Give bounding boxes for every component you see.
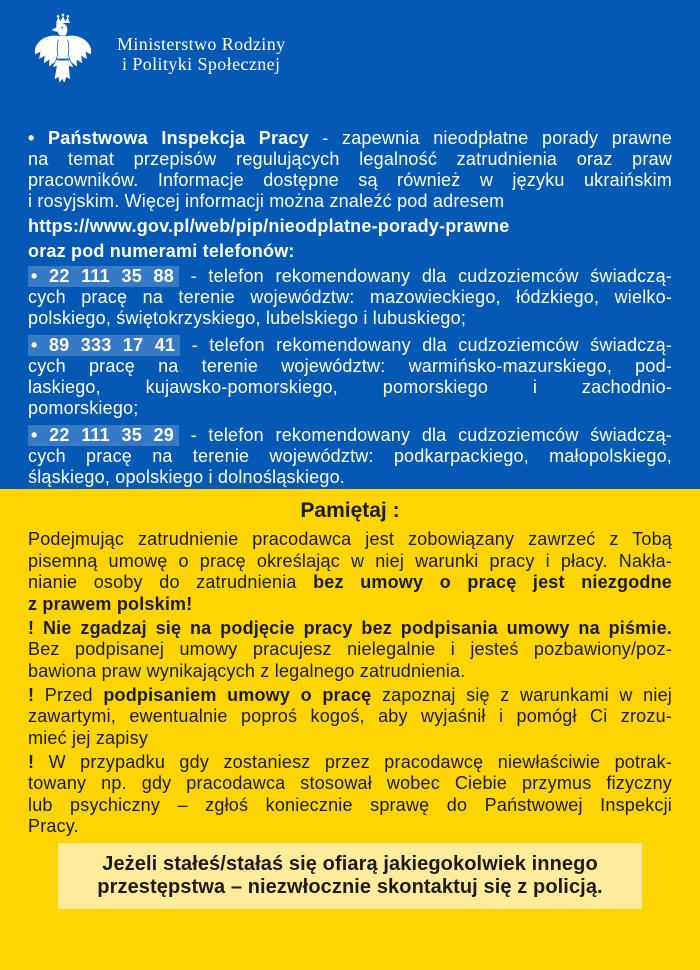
text-line: oraz pod numerami telefonów: [28, 241, 295, 261]
pip-intro-paragraph [28, 128, 672, 212]
text-line: śląskiego, opolskiego i dolnośląskiego. [28, 467, 345, 487]
text-line: • 89 333 17 41 - telefon rekomendowany dla cudzoziemców świadczą- [28, 335, 672, 356]
text-line: na temat przepisów regulujących legalność zatrudnienia oraz praw [28, 149, 672, 169]
phone-block-3 [28, 425, 672, 488]
phone-number-highlight: • 22 111 35 29 [28, 425, 179, 446]
reminder-paragraph-4 [28, 752, 672, 838]
reminder-title: Pamiętaj : [300, 499, 400, 522]
text-line: Jeżeli stałeś/stałaś się ofiarą jakiegokolwiek innego [102, 852, 598, 875]
ministry-name [117, 34, 286, 74]
reminder-paragraph-3 [28, 685, 672, 750]
phone-block-1 [28, 266, 672, 329]
text-line: laskiego, kujawsko-pomorskiego, pomorskiego i zachodnio- [28, 377, 672, 397]
text-line: • 22 111 35 29 - telefon rekomendowany dla cudzoziemców świadczą- [28, 425, 672, 446]
text-line: https://www.gov.pl/web/pip/nieodplatne-porady-prawne [28, 216, 510, 236]
polish-eagle-icon [33, 13, 93, 91]
text-line: Pracy. [28, 816, 79, 836]
phones-intro [28, 241, 672, 262]
text-line: cych pracę na terenie województw: mazowieckiego, łódzkiego, wielko- [28, 287, 672, 307]
text-line: towany np. gdy pracodawca stosował wobec Ciebie przymus fizyczny [28, 773, 672, 793]
text-line: mieć jej zapisy [28, 727, 149, 748]
text-line: pisemną umowę o pracę określając w niej warunki pracy i płacy. Nakła- [28, 550, 672, 571]
ministry-name-line1: Ministerstwo Rodziny [117, 34, 286, 54]
text-line: • 22 111 35 88 - telefon rekomendowany dla cudzoziemców świadczą- [28, 266, 672, 287]
reminder-paragraph-2 [28, 618, 672, 683]
yellow-section [0, 489, 700, 970]
pip-info [28, 128, 672, 488]
pip-url [28, 216, 672, 237]
text-line: cych pracę na terenie województw: podkarpackiego, małopolskiego, [28, 446, 672, 466]
text-line: pomorskiego; [28, 398, 139, 418]
ministry-name-line2: i Polityki Społecznej [122, 54, 281, 74]
text-line: ! W przypadku gdy zostaniesz przez pracodawcę niewłaściwie potrak- [28, 751, 672, 772]
text-line: nianie osoby do zatrudnienia bez umowy o pracę jest niezgodne [28, 572, 672, 592]
text-line: ! Nie zgadzaj się na podjęcie pracy bez podpisania umowy na piśmie. [28, 617, 672, 638]
ministry-header [0, 0, 700, 89]
phone-number-highlight: • 89 333 17 41 [28, 335, 180, 356]
text-line: ! Przed podpisaniem umowy o pracę zapoznaj się z warunkami w niej [28, 684, 672, 705]
reminder-body [28, 529, 672, 909]
text-line: Bez podpisanej umowy pracujesz nielegalnie i jesteś pozbawiony/poz- [28, 639, 672, 659]
text-line: pracowników. Informacje dostępne są również w języku ukraińskim [28, 170, 672, 190]
text-line: przestępstwa – niezwłocznie skontaktuj się z policją. [97, 875, 603, 898]
text-line: bawiona praw wynikających z legalnego zatrudnienia. [28, 660, 466, 681]
text-line: lub psychiczny – zgłoś koniecznie sprawę do Państwowej Inspekcji [28, 794, 672, 815]
text-line: • Państwowa Inspekcja Pracy - zapewnia nieodpłatne porady prawne [28, 128, 672, 148]
text-line: Podejmując zatrudnienie pracodawca jest zobowiązany zawrzeć z Tobą [28, 529, 672, 549]
text-line: i rosyjskim. Więcej informacji można znaleźć pod adresem [28, 191, 505, 211]
phone-number-highlight: • 22 111 35 88 [28, 266, 179, 287]
reminder-paragraph-1 [28, 529, 672, 615]
text-line: polskiego, świętokrzyskiego, lubelskiego i lubuskiego; [28, 308, 467, 328]
text-line: zawartymi, ewentualnie poproś kogoś, aby wyjaśnił i pomógł Ci zrozu- [28, 706, 672, 726]
text-line: cych pracę na terenie województw: warmińsko-mazurskiego, pod- [28, 356, 672, 376]
police-alert-box [58, 843, 642, 909]
phone-block-2 [28, 335, 672, 419]
text-line: z prawem polskim! [28, 593, 193, 614]
